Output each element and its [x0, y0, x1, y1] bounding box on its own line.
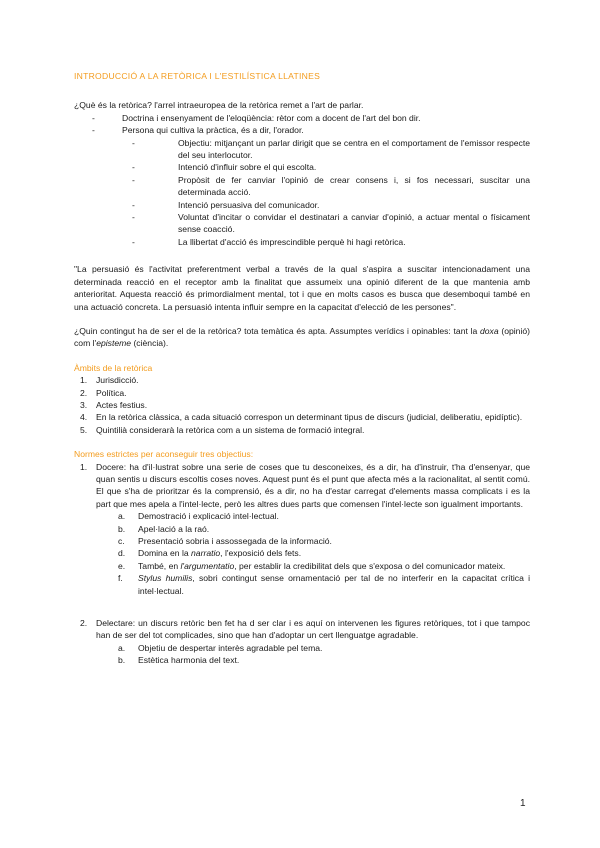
list-item: - Persona qui cultiva la pràctica, és a dir, l'orador.: [74, 124, 530, 136]
objectives-list: [74, 461, 530, 511]
document-title: INTRODUCCIÓ A LA RETÒRICA I L'ESTILÍSTICA LLATINES: [74, 71, 321, 81]
list-item: - La llibertat d'acció és imprescindible perquè hi hagi retòrica.: [74, 236, 530, 248]
document-page: [74, 70, 530, 667]
list-item: a. Objetiu de despertar interès agradable pel tema.: [118, 642, 323, 653]
objective-docere: 1. Docere: ha d'il·lustrat sobre una serie de coses que tu desconeixes, és a dir, ha d'instruir, t'ha d'ensenyar, que quan sentis u discurs escoltis coses noves. Aquest punt és el punt que afecta més a la racionalitat, al sentit comú. El que s'ha de prioritzar és la comprensió, és a dir, no ha d'estar carregat d'elements massa complicats i es la part que mes apela a l'intel·lecte, però les altres dues parts que comensen l'intel·lecte son igualment importants.: [80, 461, 530, 509]
list-item: 2. Política.: [80, 387, 127, 398]
list-item: c. Presentació sobria i assossegada de la informació.: [118, 536, 332, 546]
objectives-list-continued: [74, 617, 530, 642]
orador-characteristics-list: [74, 137, 530, 249]
list-item: 1. Jurisdicció.: [80, 375, 139, 386]
list-item: - Voluntat d'incitar o convidar el destinatari a canviar d'opinió, a actuar mental o físicament sense coacció.: [74, 211, 530, 236]
list-item: a. Demostració i explicació intel·lectual.: [118, 511, 279, 522]
rhetoric-definition-list: [74, 112, 530, 137]
list-item: 4. En la retòrica clàssica, a cada situació correspon un determinant tipus de discurs (judicial, deliberatiu, epidíptic).: [80, 412, 523, 423]
list-item: - Intenció d'influir sobre el qui escolta.: [74, 161, 530, 173]
ambits-list: [74, 374, 530, 436]
list-item: f. Stylus humilis, sobri contingut sense ornamentació per tal de no interferir en la capacitat crítica i intel·lectual.: [118, 573, 530, 596]
list-item: d. Domina en la narratio, l'exposició dels fets.: [118, 548, 302, 559]
ambits-heading: Àmbits de la retòrica: [74, 362, 153, 373]
list-item: - Intenció persuasiva del comunicador.: [74, 199, 530, 211]
question-content-of-rhetoric: ¿Quin contingut ha de ser el de la retòrica? tota temàtica és apta. Assumptes verídics i opinables: tant la doxa (opinió) com l'episteme (ciència).: [74, 325, 530, 349]
list-item: - Doctrina i ensenyament de l'eloqüència: rètor com a docent de l'art del bon dir.: [74, 112, 530, 124]
list-item: e. També, en l'argumentatio, per establir la credibilitat dels que s'exposa o del comunicador mateix.: [118, 560, 506, 571]
list-item: 3. Actes festius.: [80, 399, 148, 410]
question-what-is-rhetoric: ¿Què és la retòrica? l'arrel intraeuropea de la retòrica remet a l'art de parlar.: [74, 100, 364, 111]
persuasion-quote: "La persuasió és l'activitat preferentment verbal a través de la qual s'aspira a suscitar intencionadament una determinada reacció en el receptor amb la finalitat que assumeix una opinió diferent de la que mantenia amb anterioritat. Aquesta reacció és primordialment mental, tot i que en molts casos es busca que desemboqui també en una actuació concreta. La persuasió intenta influir sempre en la capacitat d'elecció de les persones".: [74, 264, 530, 312]
normes-heading: Normes estrictes per aconseguir tres objectius:: [74, 449, 254, 460]
docere-sublist: [74, 510, 530, 597]
page-number: 1: [520, 798, 526, 809]
list-item: b. Apel·lació a la raó.: [118, 523, 210, 534]
delectare-sublist: [74, 642, 530, 667]
list-item: 5. Quintilià considerarà la retòrica com a un sistema de formació integral.: [80, 424, 365, 435]
list-item: b. Estètica harmonia del text.: [118, 655, 240, 666]
list-item: - Objectiu: mitjançant un parlar dirigit que se centra en el comportament de l'emissor respecte del seu interlocutor.: [74, 137, 530, 162]
list-item: - Propòsit de fer canviar l'opinió de crear consens i, si fos necessari, suscitar una determinada acció.: [74, 174, 530, 199]
objective-delectare: 2. Delectare: un discurs retòric ben fet ha d ser clar i es aquí on intervenen les figures retòriques, tot i que tampoc han de ser del tot complicades, sino que han d'adoptar un cert llenguatge agradable.: [80, 618, 530, 641]
